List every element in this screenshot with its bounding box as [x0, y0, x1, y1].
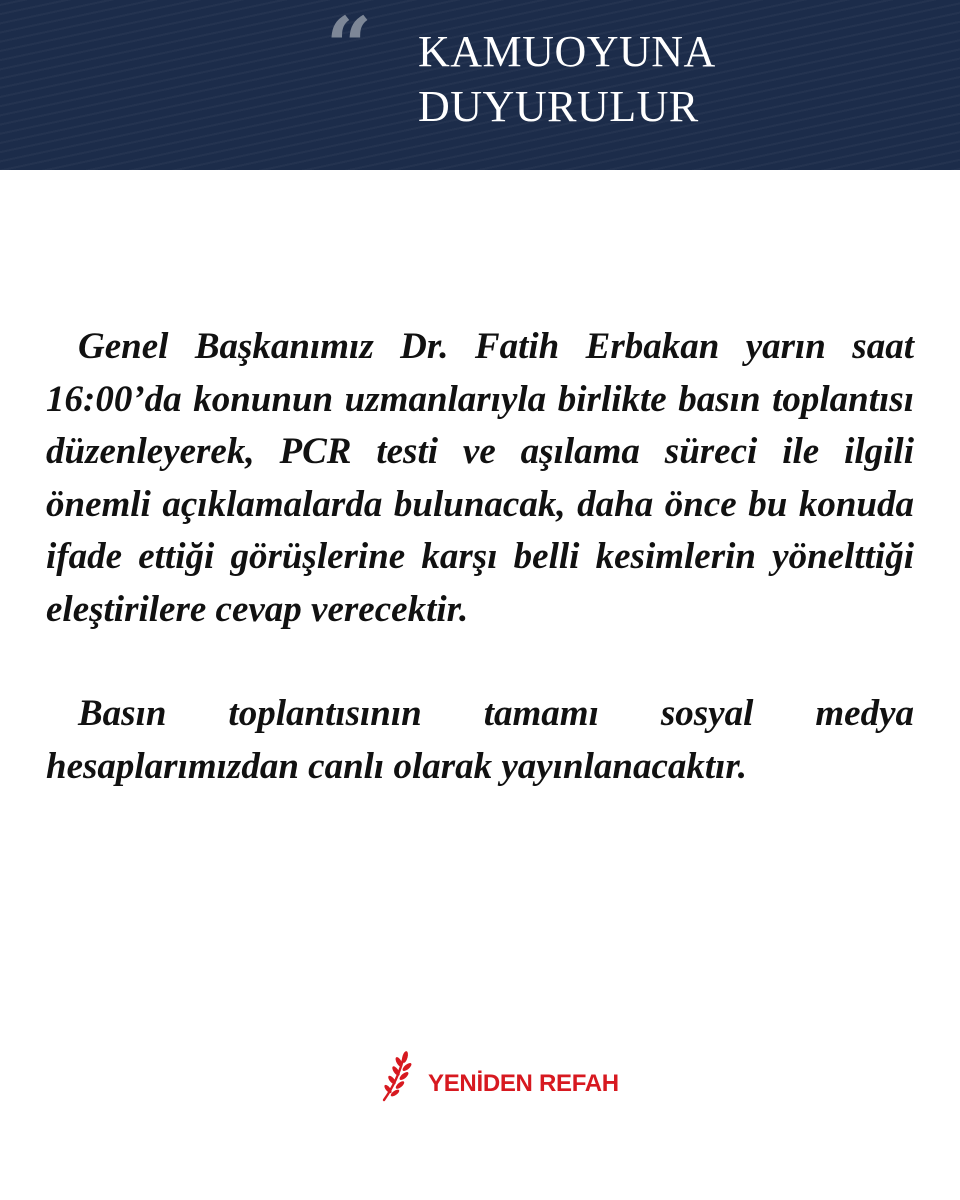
title-line-2: DUYURULUR [418, 82, 699, 131]
announcement-paragraph-1: Genel Başkanımız Dr. Fatih Erbakan yarın saat 16:00’da konunun uzmanlarıyla birlikte basın toplantısı düzenleyerek, PCR testi ve aşılama süreci ile ilgili önemli açıklamalarda bulunacak, daha önce bu konuda ifade ettiği görüşlerine karşı belli kesimlerin yönelttiği eleştirilere cevap verecektir. [46, 326, 914, 630]
crescent-wheat-icon [350, 1048, 424, 1122]
announcement-body [46, 321, 914, 793]
announcement-paragraph-2: Basın toplantısının tamamı sosyal medya hesaplarımızdan canlı olarak yayınlanacaktır. [46, 693, 914, 787]
quote-icon: “ [326, 0, 373, 93]
header-banner [0, 0, 960, 170]
logo-text: YENİDEN REFAH [428, 1070, 619, 1097]
page-title [418, 24, 838, 134]
party-logo [350, 1048, 620, 1122]
title-line-1: KAMUOYUNA [418, 27, 716, 76]
